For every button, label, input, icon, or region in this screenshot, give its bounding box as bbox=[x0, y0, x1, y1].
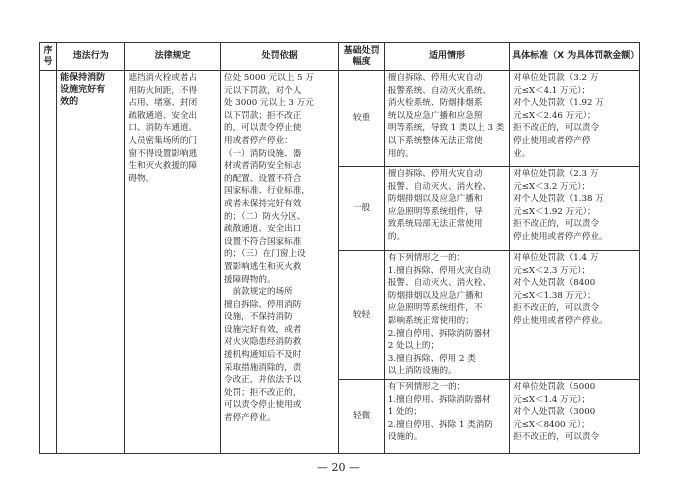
situation-text-line: 2 处以上的； bbox=[387, 341, 440, 352]
standard-text-line: 业。 bbox=[513, 148, 531, 159]
cell-degree: 轻微 bbox=[339, 379, 385, 453]
standard-text-line: 对个人处罚款（1.92 万 bbox=[513, 98, 604, 109]
standard-text-line: 元≤X＜8400 元）； bbox=[513, 419, 590, 430]
standard-text-line: 对个人处罚款（3000 bbox=[513, 407, 596, 418]
standard-text-line: 拒不改正的，可以责令 bbox=[513, 123, 600, 134]
law-text-line: 窗不得设置影响逃 bbox=[128, 148, 198, 159]
basis-text-line: 处罚；拒不改正的， bbox=[223, 387, 302, 398]
basis-text-line: 前款规定的场所 bbox=[223, 287, 293, 298]
law-text-line: 疏散通道、安全出 bbox=[128, 110, 198, 121]
cell-standard bbox=[510, 379, 640, 453]
situation-text-line: 2.擅自停用、拆除 1 类消防 bbox=[387, 419, 493, 430]
standard-text-line: 元≤X＜1.4 万元）； bbox=[513, 394, 591, 405]
situation-text-line: 防烟排烟以及应急广播和 bbox=[387, 194, 483, 205]
basis-text-line: 设置不符合国家标准 bbox=[223, 236, 302, 247]
standard-text-line: 元≤X＜2.46 万元）； bbox=[513, 110, 596, 121]
header-standard: 具体标准（X 为具体罚款金额） bbox=[510, 43, 640, 71]
standard-text-line: 对个人处罚款（8400 bbox=[513, 278, 596, 289]
basis-text-line: 者停产停业。 bbox=[223, 413, 276, 424]
standard-text-line: 元≤X＜3.2 万元）； bbox=[513, 181, 591, 192]
header-law: 法律规定 bbox=[125, 43, 221, 71]
law-text-line: 用防火间距，不得 bbox=[128, 85, 198, 96]
penalty-standard-table bbox=[39, 42, 640, 454]
law-text-line: 人员密集场所的门 bbox=[128, 135, 198, 146]
basis-text-line: 的，可以责令停止使 bbox=[223, 123, 302, 134]
standard-text-line: 停止使用或者停产停 bbox=[513, 135, 591, 146]
situation-text-line: 以上消防设施的。 bbox=[387, 366, 457, 377]
standard-text-line: 拒不改正的，可以责令 bbox=[513, 303, 600, 314]
situation-text-line: 防烟排烟以及应急广播和 bbox=[387, 290, 483, 301]
situation-text-line: 擅自拆除、停用火灾自动 bbox=[387, 73, 483, 83]
basis-text-line: 或者未保持完好有效 bbox=[223, 198, 302, 209]
cell-degree: 较轻 bbox=[339, 251, 385, 380]
standard-text-line: 停止使用或者停产停业。 bbox=[513, 315, 608, 326]
standard-text-line: 元≤X＜1.38 万元）； bbox=[513, 290, 596, 301]
table-header-row bbox=[40, 43, 640, 71]
situation-text-line: 擅自拆除、停用火灾自动 bbox=[387, 169, 483, 179]
basis-text-line: 疏散通道、安全出口 bbox=[223, 224, 302, 235]
situation-text-line: 以下系统整体无法正常使 bbox=[387, 135, 483, 146]
basis-text-line: 可以责令停止使用或 bbox=[223, 400, 302, 411]
penalty-table-sheet bbox=[39, 42, 640, 454]
standard-text-line: 元≤X＜2.3 万元）； bbox=[513, 265, 591, 276]
act-text-line: 能保持消防 bbox=[60, 73, 106, 83]
header-act: 违法行为 bbox=[57, 43, 125, 71]
cell-no bbox=[40, 71, 57, 454]
cell-situation bbox=[384, 71, 509, 167]
situation-text-line: 报警、自动灭火、消火栓、 bbox=[387, 181, 492, 192]
standard-text-line: 元≤X＜4.1 万元）； bbox=[513, 85, 591, 96]
law-text-line: 碍物。 bbox=[128, 173, 155, 184]
law-text-line: 口、消防车通道。 bbox=[128, 123, 198, 134]
page-number: — 20 — bbox=[317, 461, 360, 474]
cell-situation bbox=[384, 251, 509, 380]
basis-text-line: 的配置、设置不符合 bbox=[223, 173, 302, 184]
basis-text-line: 擅自拆除、停用消防 bbox=[223, 299, 302, 310]
header-no: 序号 bbox=[40, 43, 57, 71]
cell-degree: 一般 bbox=[339, 167, 385, 251]
basis-text-line: 对火灾隐患经消防救 bbox=[223, 337, 302, 348]
basis-text-line: 的；（二）防火分区、 bbox=[223, 211, 306, 222]
situation-text-line: 1.擅自拆除、停用火灾自动 bbox=[387, 265, 491, 276]
basis-text-line: 采取措施消除的，责 bbox=[223, 362, 302, 373]
situation-text-line: 应急照明等系统组件，不 bbox=[387, 303, 483, 314]
basis-text-line: 令改正，并依法予以 bbox=[223, 375, 302, 386]
situation-text-line: 消火栓系统、防烟排烟系 bbox=[387, 98, 483, 109]
law-text-line: 占用、堵塞、封闭 bbox=[128, 98, 198, 109]
standard-text-line: 对单位处罚款（5000 bbox=[513, 381, 596, 392]
table-row bbox=[40, 71, 640, 167]
basis-text-line: 设施，不保持消防 bbox=[223, 312, 293, 323]
basis-text-line: 援障碍物的。 bbox=[223, 274, 276, 285]
standard-text-line: 拒不改正的，可以责令 bbox=[513, 432, 600, 443]
basis-text-line: 处 3000 元以上 3 万元 bbox=[223, 98, 314, 109]
situation-text-line: 2.擅自停用、拆除消防器材 bbox=[387, 328, 491, 339]
cell-standard bbox=[510, 71, 640, 167]
standard-text-line: 对单位处罚款（3.2 万 bbox=[513, 73, 599, 83]
situation-text-line: 影响系统正常使用的； bbox=[387, 315, 474, 326]
standard-text-line: 停止使用或者停产停业。 bbox=[513, 231, 608, 242]
law-text-line: 生和灭火救援的障 bbox=[128, 161, 198, 172]
cell-degree: 较重 bbox=[339, 71, 385, 167]
situation-text-line: 的。 bbox=[387, 231, 406, 242]
situation-text-line: 用的。 bbox=[387, 148, 414, 159]
situation-text-line: 致系统局部无法正常使用 bbox=[387, 219, 483, 230]
situation-text-line: 1.擅自停用、拆除消防器材 bbox=[387, 394, 491, 405]
cell-standard bbox=[510, 167, 640, 251]
cell-situation bbox=[384, 379, 509, 453]
standard-text-line: 对单位处罚款（2.3 万 bbox=[513, 169, 599, 179]
basis-text-line: 位处 5000 元以上 5 万 bbox=[223, 73, 314, 83]
situation-text-line: 报警系统、自动灭火系统、 bbox=[387, 85, 492, 96]
situation-text-line: 1 处的； bbox=[387, 407, 422, 418]
act-text-line: 效的 bbox=[60, 97, 79, 107]
header-basis: 处罚依据 bbox=[220, 43, 338, 71]
cell-standard bbox=[510, 251, 640, 380]
cell-basis bbox=[220, 71, 338, 454]
standard-text-line: 元≤X＜1.92 万元）； bbox=[513, 206, 596, 217]
standard-text-line: 对个人处罚款（1.38 万 bbox=[513, 194, 604, 205]
act-text-line: 设施完好有 bbox=[60, 85, 106, 95]
situation-text-line: 报警、自动灭火、消火栓、 bbox=[387, 278, 492, 289]
situation-text-line: 有下列情形之一的： bbox=[387, 381, 466, 392]
basis-text-line: 元以下罚款，对个人 bbox=[223, 85, 302, 96]
header-degree: 基础处罚幅度 bbox=[339, 43, 385, 71]
basis-text-line: 材或者消防安全标志 bbox=[223, 161, 302, 172]
situation-text-line: 有下列情形之一的： bbox=[387, 253, 466, 263]
basis-text-line: 设施完好有效，或者 bbox=[223, 324, 302, 335]
basis-text-line: 置影响逃生和灭火救 bbox=[223, 261, 302, 272]
situation-text-line: 统以及应急广播和应急照 bbox=[387, 110, 483, 121]
basis-text-line: 援机构通知后不及时 bbox=[223, 350, 302, 361]
cell-act bbox=[57, 71, 125, 454]
basis-text-line: 的；（三）在门窗上设 bbox=[223, 249, 306, 260]
basis-text-line: （一）消防设施、器 bbox=[223, 148, 302, 159]
cell-situation bbox=[384, 167, 509, 251]
situation-text-line: 3.擅自拆除、停用 2 类 bbox=[387, 353, 476, 364]
basis-text-line: 国家标准、行业标准， bbox=[223, 186, 310, 197]
header-situation: 适用情形 bbox=[384, 43, 509, 71]
basis-text-line: 以下罚款；拒不改正 bbox=[223, 110, 302, 121]
situation-text-line: 明等系统，导致 1 类以上 3 类 bbox=[387, 123, 505, 134]
law-text-line: 遮挡消火栓或者占 bbox=[128, 73, 198, 83]
standard-text-line: 对单位处罚款（1.4 万 bbox=[513, 253, 599, 263]
standard-text-line: 拒不改正的，可以责令 bbox=[513, 219, 600, 230]
cell-law bbox=[125, 71, 221, 454]
situation-text-line: 设施的。 bbox=[387, 432, 423, 443]
situation-text-line: 应急照明等系统组件，导 bbox=[387, 206, 483, 217]
basis-text-line: 用或者停产停业： bbox=[223, 135, 293, 146]
